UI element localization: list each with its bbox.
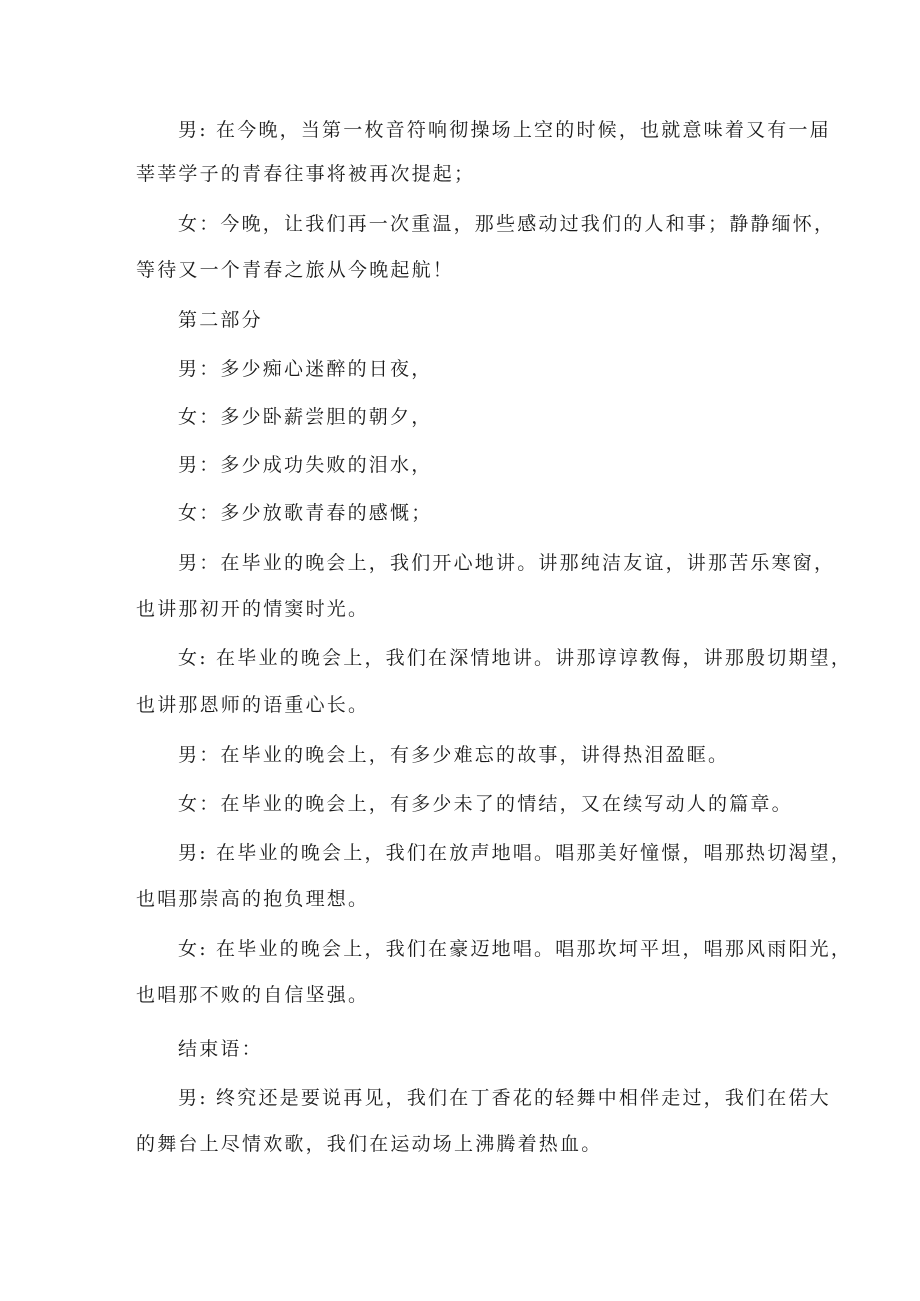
paragraph-line: 也讲那恩师的语重心长。: [136, 694, 370, 716]
paragraph-line: 女：多少卧薪尝胆的朝夕，: [178, 406, 433, 428]
paragraph-line: 也唱那崇高的抱负理想。: [136, 888, 370, 910]
paragraph-line: 女：今晚，让我们再一次重温，那些感动过我们的人和事；静静缅怀，: [178, 213, 836, 235]
section-heading: 第二部分: [178, 309, 263, 331]
paragraph-line: 男: 终究还是要说再见，我们在丁香花的轻舞中相伴走过，我们在偌大: [178, 1087, 831, 1109]
paragraph-line: 女：多少放歌青春的感慨；: [178, 502, 433, 524]
paragraph-line: 男：在毕业的晚会上，有多少难忘的故事，讲得热泪盈眶。: [178, 744, 730, 766]
section-heading: 结束语：: [178, 1038, 263, 1060]
paragraph-line: 女: 在毕业的晚会上，我们在深情地讲。讲那谆谆教侮，讲那殷切期望，: [178, 647, 853, 669]
paragraph-line: 莘莘学子的青春往事将被再次提起；: [136, 163, 476, 185]
paragraph-line: 男: 在今晚，当第一枚音符响彻操场上空的时候，也就意味着又有一届: [178, 119, 831, 141]
paragraph-line: 女: 在毕业的晚会上，我们在豪迈地唱。唱那坎坷平坦，唱那风雨阳光，: [178, 938, 853, 960]
paragraph-line: 女：在毕业的晚会上，有多少未了的情结，又在续写动人的篇章。: [178, 793, 793, 815]
paragraph-line: 男：多少成功失败的泪水，: [178, 454, 433, 476]
paragraph-line: 也唱那不败的自信坚强。: [136, 984, 370, 1006]
paragraph-line: 也讲那初开的情窦时光。: [136, 598, 370, 620]
paragraph-line: 的舞台上尽情欢歌，我们在运动场上沸腾着热血。: [136, 1133, 603, 1155]
paragraph-line: 男: 在毕业的晚会上，我们在放声地唱。唱那美好憧憬，唱那热切渴望，: [178, 842, 853, 864]
paragraph-line: 男：在毕业的晚会上，我们开心地讲。讲那纯洁友谊，讲那苦乐寒窗，: [178, 552, 836, 574]
paragraph-line: 等待又一个青春之旅从今晚起航！: [136, 259, 455, 281]
paragraph-line: 男：多少痴心迷醉的日夜，: [178, 358, 433, 380]
